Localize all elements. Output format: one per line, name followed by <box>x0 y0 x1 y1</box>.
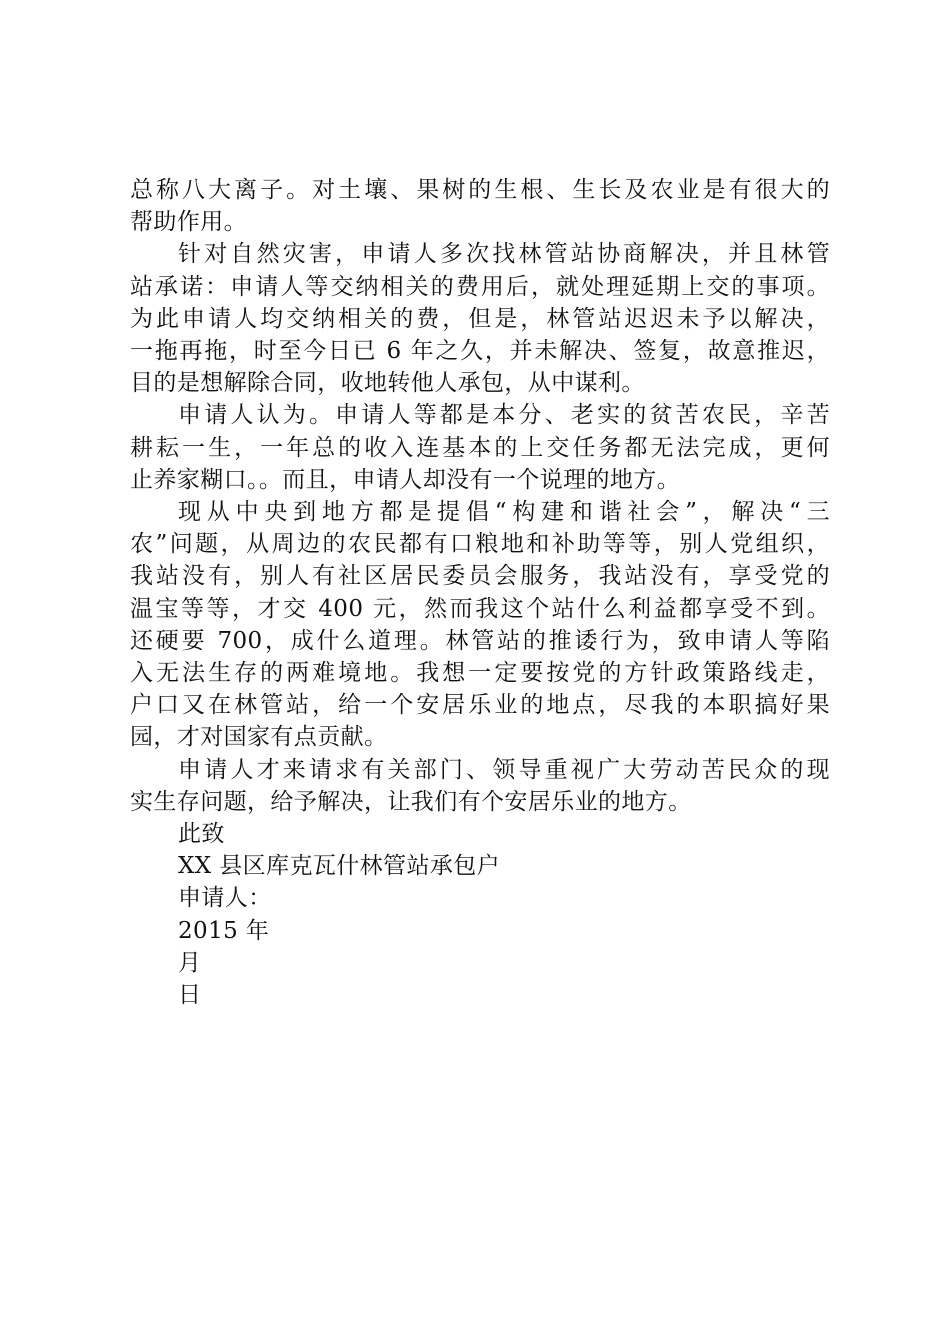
text-line: 申请人认为。申请人等都是本分、老实的贫苦农民，辛苦 <box>178 402 830 429</box>
closing-year: 2015 年 <box>178 917 270 944</box>
document-body <box>130 174 830 1011</box>
text-line: 温宝等等，才交 400 元，然而我这个站什么利益都享受不到。 <box>130 595 830 622</box>
closing-month: 月 <box>178 949 202 976</box>
text-line: 入无法生存的两难境地。我想一定要按党的方针政策路线走， <box>130 660 830 687</box>
text-line: 目的是想解除合同，收地转他人承包，从中谋利。 <box>130 370 645 397</box>
paragraph-1 <box>130 174 830 238</box>
closing-day: 日 <box>178 982 202 1009</box>
text-line: 耕耘一生，一年总的收入连基本的上交任务都无法完成，更何 <box>130 434 830 461</box>
paragraph-5 <box>130 754 830 818</box>
paragraph-3 <box>130 399 830 496</box>
text-line: 园，才对国家有点贡献。 <box>130 724 388 751</box>
text-line: 止养家糊口。。而且，申请人却没有一个说理的地方。 <box>130 466 681 493</box>
paragraph-2 <box>130 238 830 399</box>
text-line: 针对自然灾害，申请人多次找林管站协商解决，并且林管 <box>178 241 830 268</box>
text-line: 实生存问题，给予解决，让我们有个安居乐业的地方。 <box>130 788 692 815</box>
text-line: 户口又在林管站，给一个安居乐业的地点，尽我的本职搞好果 <box>130 692 830 719</box>
text-line: 现从中央到地方都是提倡“构建和谐社会”，解决“三 <box>178 499 830 526</box>
closing-applicant-label: 申请人： <box>178 885 272 912</box>
text-line: 我站没有，别人有社区居民委员会服务，我站没有，享受党的 <box>130 563 830 590</box>
text-line: 一拖再拖，时至今日已 6 年之久，并未解决、签复，故意推迟， <box>130 338 830 365</box>
closing-signer: XX 县区库克瓦什林管站承包户 <box>178 853 501 880</box>
text-line: 帮助作用。 <box>130 209 247 236</box>
text-line: 申请人才来请求有关部门、领导重视广大劳动苦民众的现 <box>178 756 830 783</box>
paragraph-4 <box>130 496 830 754</box>
text-line: 还硬要 700，成什么道理。林管站的推诿行为，致申请人等陷 <box>130 627 830 654</box>
text-line: 总称八大离子。对土壤、果树的生根、生长及农业是有很大的 <box>130 177 830 203</box>
text-line: 站承诺：申请人等交纳相关的费用后，就处理延期上交的事项。 <box>130 273 830 300</box>
text-line: 农”问题，从周边的农民都有口粮地和补助等等，别人党组织， <box>130 531 830 558</box>
closing-salutation: 此致 <box>178 821 225 848</box>
text-line: 为此申请人均交纳相关的费，但是，林管站迟迟未予以解决， <box>130 305 830 332</box>
